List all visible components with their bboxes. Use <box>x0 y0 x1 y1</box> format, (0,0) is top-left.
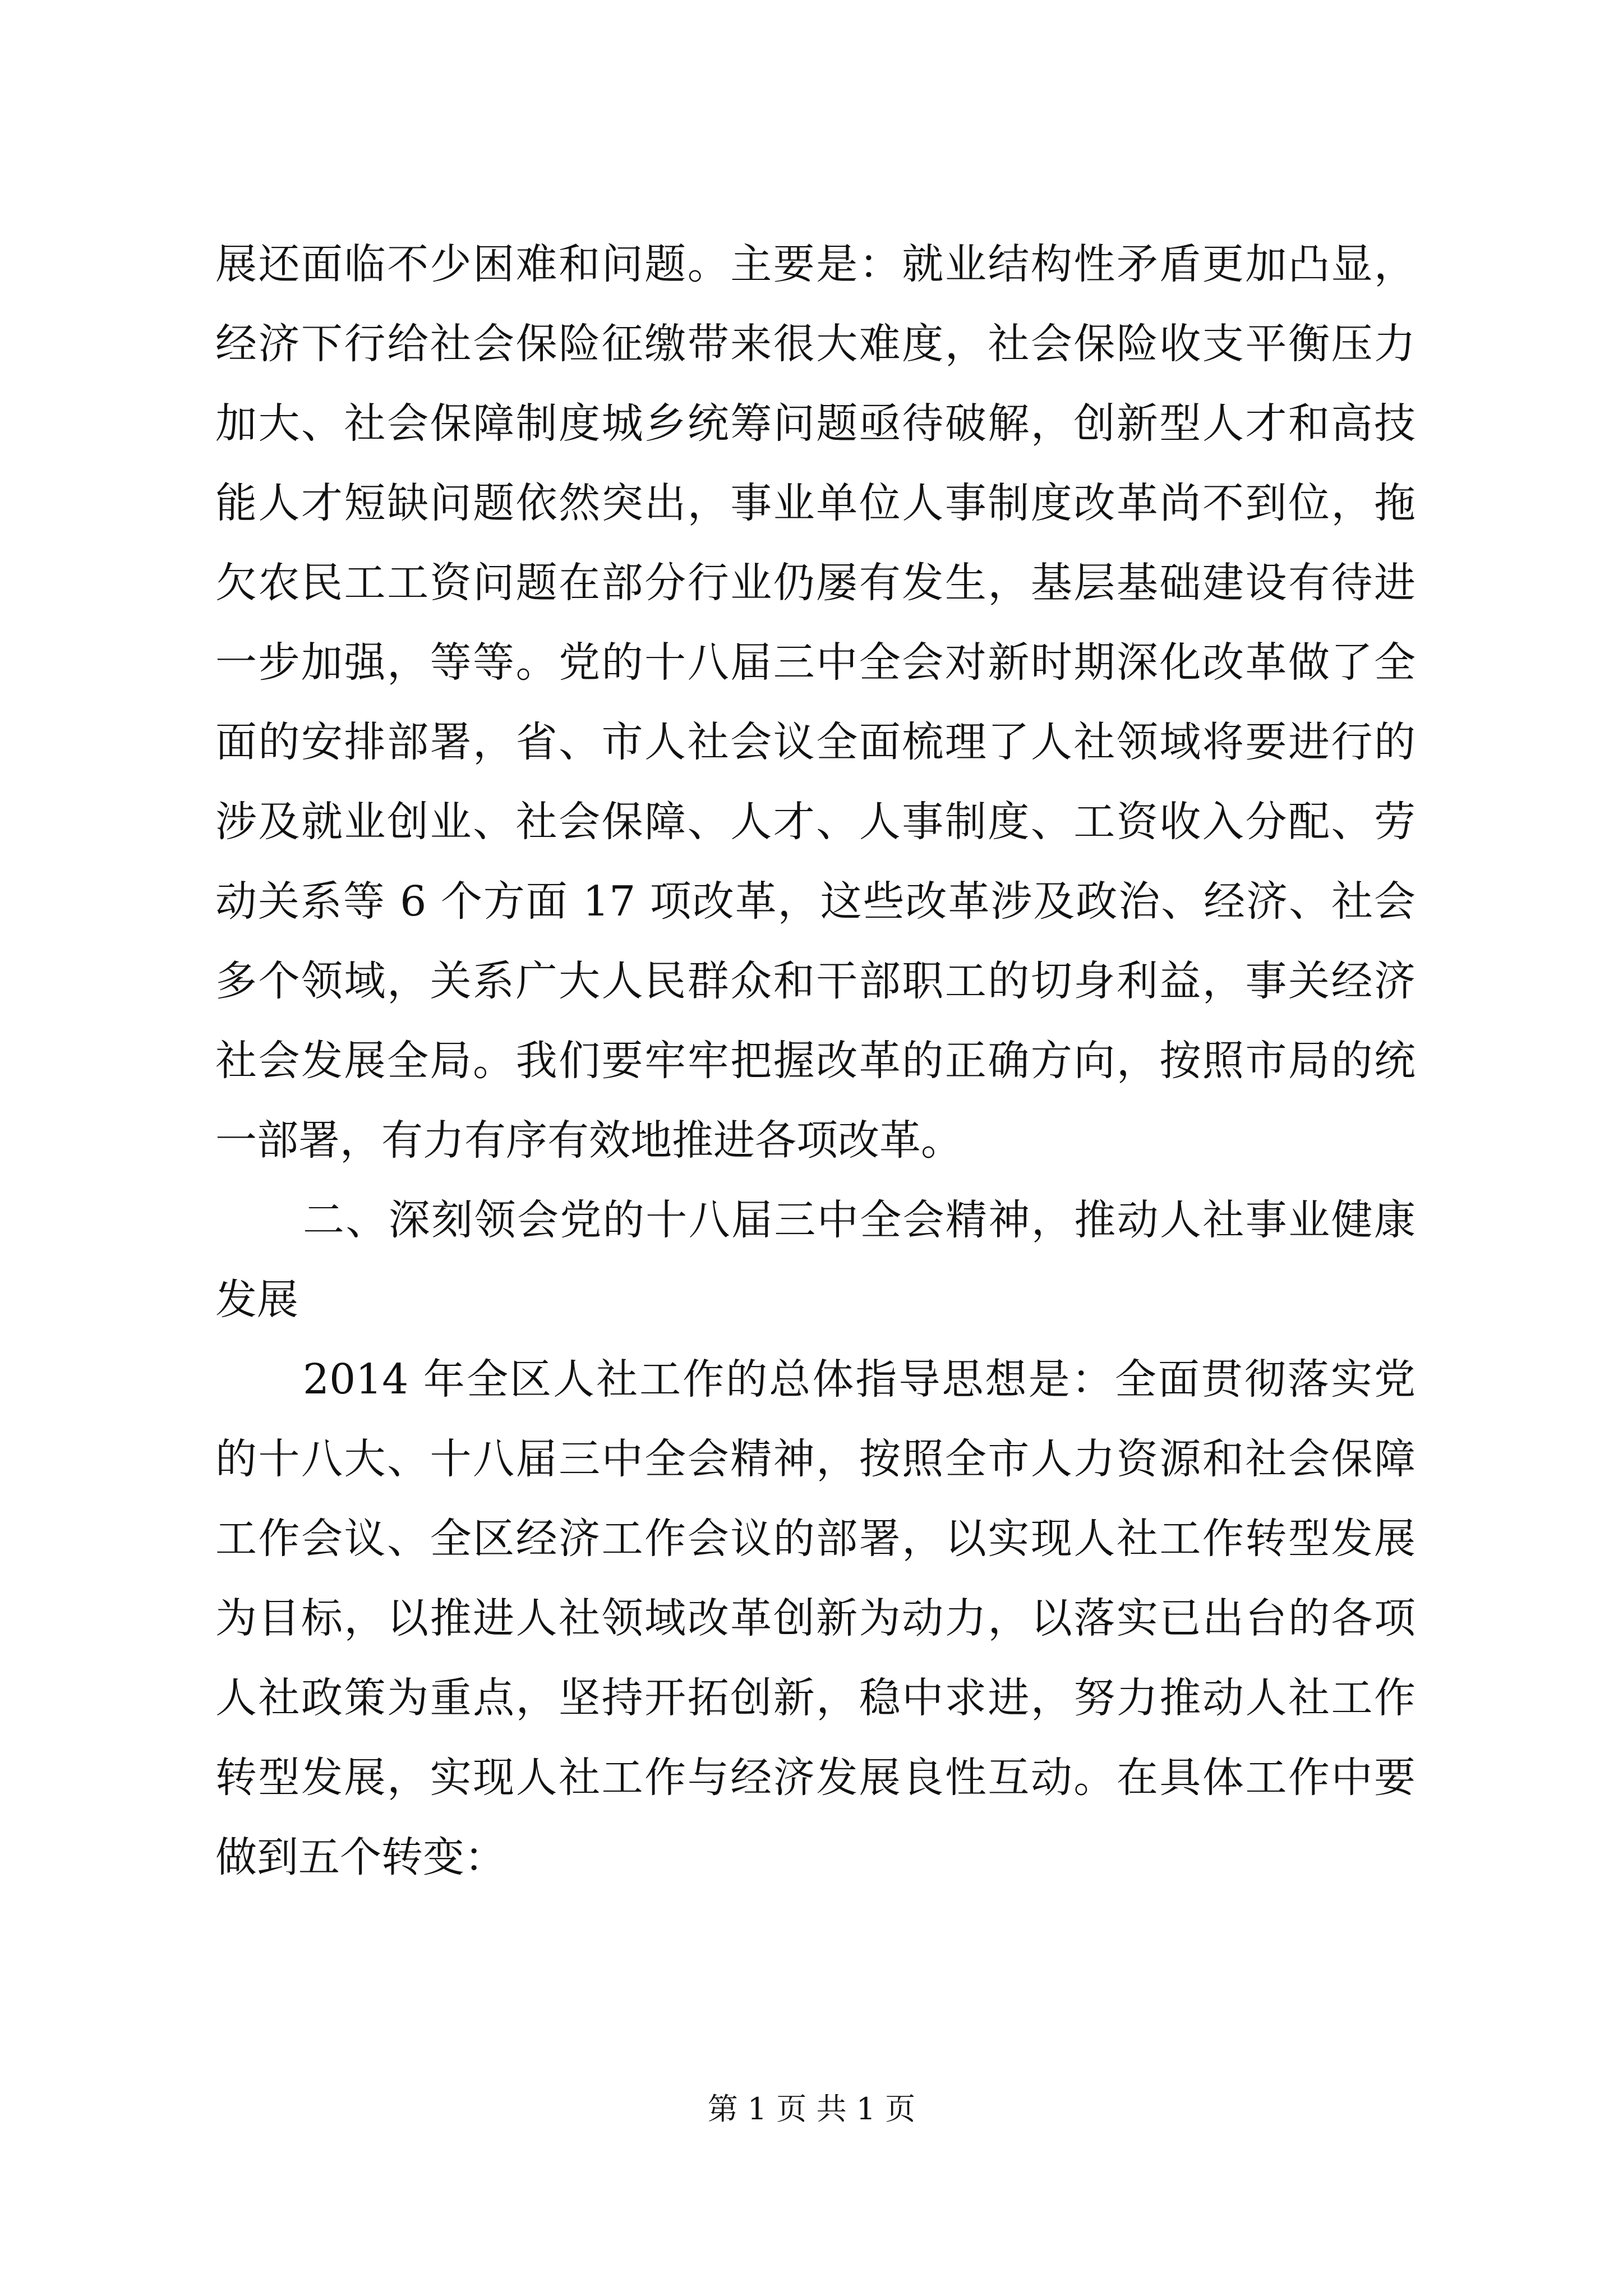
text-line-16: 的十八大、十八届三中全会精神，按照全市人力资源和社会保障 <box>215 1435 1415 1483</box>
text-line-2: 经济下行给社会保险征缴带来很大难度，社会保险收支平衡压力 <box>215 320 1415 368</box>
text-line-15: 2014 年全区人社工作的总体指导思想是：全面贯彻落实党 <box>303 1355 1415 1404</box>
section-heading-line-1: 二、深刻领会党的十八届三中全会精神，推动人社事业健康 <box>303 1196 1415 1244</box>
text-line-19: 人社政策为重点，坚持开拓创新，稳中求进，努力推动人社工作 <box>215 1674 1415 1722</box>
text-line-9: 动关系等 6 个方面 17 项改革，这些改革涉及政治、经济、社会 <box>215 877 1415 926</box>
text-line-21: 做到五个转变： <box>215 1833 506 1881</box>
page-number-label: 第 1 页 共 1 页 <box>707 2091 916 2127</box>
text-line-18: 为目标，以推进人社领域改革创新为动力，以落实已出台的各项 <box>215 1594 1415 1642</box>
text-line-20: 转型发展，实现人社工作与经济发展良性互动。在具体工作中要 <box>215 1754 1415 1802</box>
section-heading-line-2: 发展 <box>215 1276 298 1324</box>
text-line-6: 一步加强，等等。党的十八届三中全会对新时期深化改革做了全 <box>215 638 1415 687</box>
page-footer <box>0 2090 1623 2129</box>
text-line-8: 涉及就业创业、社会保障、人才、人事制度、工资收入分配、劳 <box>215 798 1415 846</box>
text-line-17: 工作会议、全区经济工作会议的部署，以实现人社工作转型发展 <box>215 1515 1415 1563</box>
text-line-1: 展还面临不少困难和问题。主要是：就业结构性矛盾更加凸显， <box>215 240 1415 288</box>
text-line-5: 欠农民工工资问题在部分行业仍屡有发生，基层基础建设有待进 <box>215 559 1415 607</box>
text-line-11: 社会发展全局。我们要牢牢把握改革的正确方向，按照市局的统 <box>215 1037 1415 1085</box>
text-line-7: 面的安排部署，省、市人社会议全面梳理了人社领域将要进行的 <box>215 718 1415 766</box>
document-body <box>215 224 1415 1897</box>
text-line-10: 多个领域，关系广大人民群众和干部职工的切身利益，事关经济 <box>215 957 1415 1005</box>
text-line-12: 一部署，有力有序有效地推进各项改革。 <box>215 1116 962 1165</box>
text-line-4: 能人才短缺问题依然突出，事业单位人事制度改革尚不到位，拖 <box>215 479 1415 527</box>
text-line-3: 加大、社会保障制度城乡统筹问题亟待破解，创新型人才和高技 <box>215 399 1415 448</box>
